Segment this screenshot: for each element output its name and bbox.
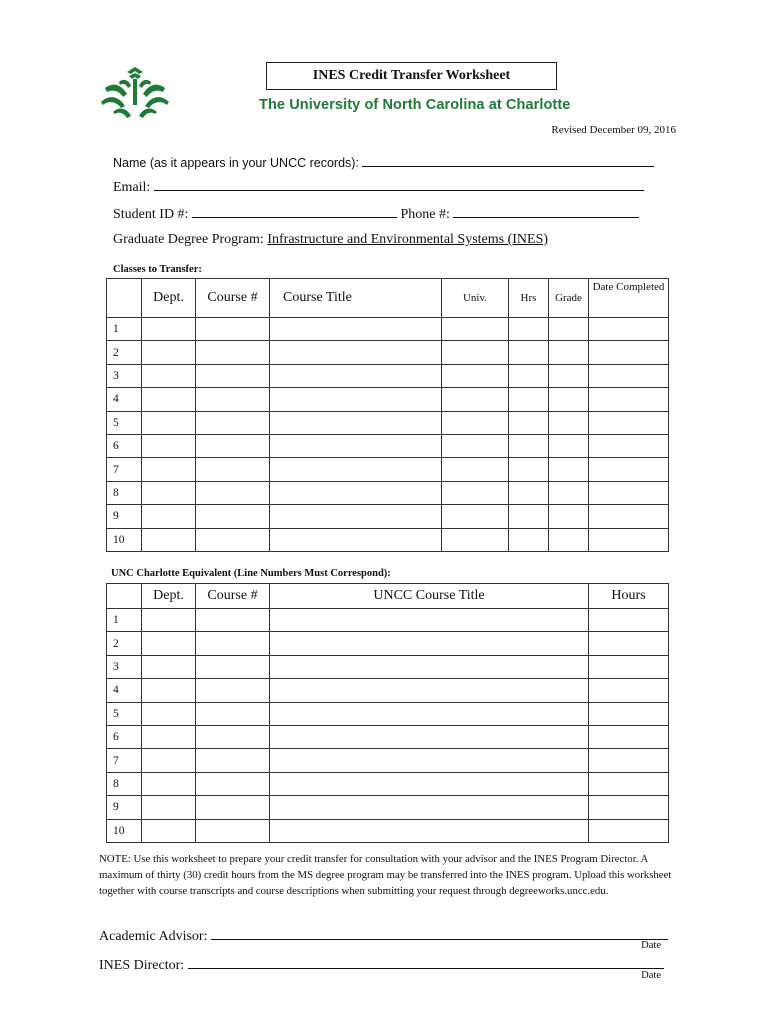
equivalent-header-row xyxy=(107,584,669,609)
transfer-row xyxy=(107,318,669,341)
transfer-cell[interactable] xyxy=(589,364,669,387)
transfer-header-hrs: Hrs xyxy=(509,279,549,318)
transfer-cell[interactable] xyxy=(549,528,589,551)
equivalent-cell[interactable] xyxy=(142,702,196,725)
transfer-cell[interactable] xyxy=(509,341,549,364)
transfer-cell[interactable] xyxy=(589,481,669,504)
transfer-cell[interactable] xyxy=(589,411,669,434)
name-label: Name (as it appears in your UNCC records): xyxy=(113,156,359,170)
advisor-label: Academic Advisor: xyxy=(99,929,208,944)
transfer-cell[interactable] xyxy=(142,458,196,481)
equivalent-cell[interactable] xyxy=(270,702,589,725)
transfer-cell[interactable] xyxy=(196,411,270,434)
equivalent-row-number: 9 xyxy=(107,796,142,819)
equivalent-cell[interactable] xyxy=(589,796,669,819)
equivalent-cell[interactable] xyxy=(142,796,196,819)
transfer-row-number: 10 xyxy=(107,528,142,551)
equivalent-row-number: 3 xyxy=(107,655,142,678)
transfer-section-label: Classes to Transfer: xyxy=(113,264,202,275)
transfer-header-univ: Univ. xyxy=(442,279,509,318)
email-line[interactable] xyxy=(154,176,644,191)
equivalent-cell[interactable] xyxy=(270,819,589,842)
transfer-cell[interactable] xyxy=(270,388,442,411)
transfer-cell[interactable] xyxy=(196,481,270,504)
equivalent-cell[interactable] xyxy=(142,749,196,772)
transfer-row xyxy=(107,434,669,457)
transfer-cell[interactable] xyxy=(549,364,589,387)
equivalent-cell[interactable] xyxy=(270,772,589,795)
transfer-cell[interactable] xyxy=(589,434,669,457)
equivalent-cell[interactable] xyxy=(589,632,669,655)
equivalent-row xyxy=(107,796,669,819)
transfer-cell[interactable] xyxy=(196,458,270,481)
transfer-cell[interactable] xyxy=(270,458,442,481)
equivalent-cell[interactable] xyxy=(270,725,589,748)
equivalent-header-course-num: Course # xyxy=(196,584,270,609)
note-text: NOTE: Use this worksheet to prepare your credit transfer for consultation with your advisor and the INES Program Director. A maximum of thirty (30) credit hours from the MS degree program may be transferred into the INES program. Upload this worksheet together with course transcripts and course descriptions when submitting your request through degreeworks.uncc.edu. xyxy=(99,853,672,897)
transfer-cell[interactable] xyxy=(270,364,442,387)
equivalent-cell[interactable] xyxy=(589,725,669,748)
transfer-cell[interactable] xyxy=(589,528,669,551)
transfer-cell[interactable] xyxy=(442,388,509,411)
equivalent-cell[interactable] xyxy=(196,609,270,632)
revised-date: Revised December 09, 2016 xyxy=(551,124,676,136)
transfer-cell[interactable] xyxy=(509,411,549,434)
equivalent-row-number: 10 xyxy=(107,819,142,842)
equivalent-cell[interactable] xyxy=(270,632,589,655)
transfer-cell[interactable] xyxy=(442,434,509,457)
program-field xyxy=(113,232,548,248)
university-name: The University of North Carolina at Charlotte xyxy=(259,97,571,113)
student-id-field[interactable] xyxy=(113,203,639,223)
director-date-label: Date xyxy=(641,970,661,981)
transfer-cell[interactable] xyxy=(442,341,509,364)
name-line[interactable] xyxy=(362,152,654,167)
equivalent-cell[interactable] xyxy=(270,655,589,678)
equivalent-cell[interactable] xyxy=(196,772,270,795)
email-label: Email: xyxy=(113,180,151,195)
transfer-cell[interactable] xyxy=(509,388,549,411)
equivalent-header-dept: Dept. xyxy=(142,584,196,609)
transfer-cell[interactable] xyxy=(442,458,509,481)
transfer-cell[interactable] xyxy=(549,318,589,341)
equivalent-cell[interactable] xyxy=(270,679,589,702)
transfer-cell[interactable] xyxy=(442,318,509,341)
equivalent-row xyxy=(107,655,669,678)
equivalent-cell[interactable] xyxy=(589,819,669,842)
equivalent-cell[interactable] xyxy=(270,796,589,819)
equivalent-cell[interactable] xyxy=(142,679,196,702)
transfer-table xyxy=(106,278,669,552)
transfer-cell[interactable] xyxy=(142,364,196,387)
equivalent-cell[interactable] xyxy=(270,749,589,772)
transfer-cell[interactable] xyxy=(442,528,509,551)
director-signature[interactable] xyxy=(99,954,664,974)
transfer-cell[interactable] xyxy=(589,341,669,364)
transfer-cell[interactable] xyxy=(549,481,589,504)
transfer-cell[interactable] xyxy=(270,318,442,341)
program-value: Infrastructure and Environmental Systems (INES) xyxy=(267,232,549,247)
equivalent-cell[interactable] xyxy=(589,702,669,725)
transfer-cell[interactable] xyxy=(442,505,509,528)
equivalent-header-course-title: UNCC Course Title xyxy=(270,584,589,609)
transfer-row xyxy=(107,341,669,364)
equivalent-row xyxy=(107,725,669,748)
transfer-cell[interactable] xyxy=(509,434,549,457)
transfer-cell[interactable] xyxy=(142,528,196,551)
equivalent-cell[interactable] xyxy=(142,632,196,655)
transfer-header-num xyxy=(107,279,142,318)
equivalent-cell[interactable] xyxy=(589,679,669,702)
equivalent-row xyxy=(107,819,669,842)
transfer-cell[interactable] xyxy=(142,411,196,434)
advisor-line[interactable] xyxy=(211,925,668,940)
director-line[interactable] xyxy=(188,954,664,969)
student-id-line[interactable] xyxy=(192,203,397,218)
transfer-row xyxy=(107,364,669,387)
equivalent-cell[interactable] xyxy=(142,609,196,632)
equivalent-cell[interactable] xyxy=(196,796,270,819)
equivalent-cell[interactable] xyxy=(196,749,270,772)
transfer-cell[interactable] xyxy=(549,458,589,481)
transfer-cell[interactable] xyxy=(509,505,549,528)
equivalent-header-num xyxy=(107,584,142,609)
transfer-cell[interactable] xyxy=(270,505,442,528)
equivalent-row xyxy=(107,772,669,795)
transfer-cell[interactable] xyxy=(270,341,442,364)
equivalent-row xyxy=(107,632,669,655)
transfer-cell[interactable] xyxy=(196,341,270,364)
equivalent-cell[interactable] xyxy=(142,655,196,678)
name-field[interactable] xyxy=(113,152,654,170)
equivalent-cell[interactable] xyxy=(142,725,196,748)
equivalent-cell[interactable] xyxy=(196,702,270,725)
transfer-cell[interactable] xyxy=(270,411,442,434)
phone-line[interactable] xyxy=(453,203,639,218)
transfer-cell[interactable] xyxy=(442,481,509,504)
transfer-cell[interactable] xyxy=(509,364,549,387)
transfer-cell[interactable] xyxy=(549,411,589,434)
transfer-cell[interactable] xyxy=(270,528,442,551)
transfer-cell[interactable] xyxy=(270,434,442,457)
transfer-cell[interactable] xyxy=(509,458,549,481)
worksheet-title: INES Credit Transfer Worksheet xyxy=(266,62,557,90)
transfer-header-grade: Grade xyxy=(549,279,589,318)
transfer-cell[interactable] xyxy=(549,341,589,364)
phone-label: Phone #: xyxy=(400,207,450,222)
equivalent-row xyxy=(107,679,669,702)
transfer-row-number: 7 xyxy=(107,458,142,481)
equivalent-section-label: UNC Charlotte Equivalent (Line Numbers Must Correspond): xyxy=(111,568,391,579)
transfer-cell[interactable] xyxy=(549,505,589,528)
transfer-cell[interactable] xyxy=(509,318,549,341)
transfer-cell[interactable] xyxy=(142,388,196,411)
equivalent-row xyxy=(107,609,669,632)
equivalent-row xyxy=(107,749,669,772)
transfer-row-number: 3 xyxy=(107,364,142,387)
transfer-row xyxy=(107,411,669,434)
transfer-row-number: 5 xyxy=(107,411,142,434)
director-label: INES Director: xyxy=(99,958,185,973)
transfer-cell[interactable] xyxy=(142,505,196,528)
transfer-cell[interactable] xyxy=(196,364,270,387)
advisor-signature[interactable] xyxy=(99,925,668,945)
transfer-row-number: 2 xyxy=(107,341,142,364)
transfer-header-date: Date Completed xyxy=(589,279,669,318)
advisor-date-label: Date xyxy=(641,940,661,951)
equivalent-row-number: 6 xyxy=(107,725,142,748)
transfer-cell[interactable] xyxy=(196,505,270,528)
equivalent-header-hours: Hours xyxy=(589,584,669,609)
transfer-row xyxy=(107,481,669,504)
transfer-row xyxy=(107,388,669,411)
equivalent-row-number: 1 xyxy=(107,609,142,632)
transfer-cell[interactable] xyxy=(442,411,509,434)
equivalent-row-number: 2 xyxy=(107,632,142,655)
transfer-row xyxy=(107,505,669,528)
equivalent-cell[interactable] xyxy=(142,819,196,842)
transfer-cell[interactable] xyxy=(196,528,270,551)
student-id-label: Student ID #: xyxy=(113,207,189,222)
equivalent-cell[interactable] xyxy=(196,819,270,842)
transfer-cell[interactable] xyxy=(589,318,669,341)
transfer-cell[interactable] xyxy=(196,388,270,411)
transfer-row xyxy=(107,528,669,551)
transfer-header-course-title: Course Title xyxy=(270,279,442,318)
equivalent-cell[interactable] xyxy=(589,655,669,678)
equivalent-cell[interactable] xyxy=(196,655,270,678)
equivalent-row xyxy=(107,702,669,725)
equivalent-row-number: 5 xyxy=(107,702,142,725)
transfer-cell[interactable] xyxy=(509,528,549,551)
transfer-row xyxy=(107,458,669,481)
transfer-cell[interactable] xyxy=(589,505,669,528)
transfer-row-number: 9 xyxy=(107,505,142,528)
transfer-cell[interactable] xyxy=(549,388,589,411)
transfer-row-number: 1 xyxy=(107,318,142,341)
transfer-header-row xyxy=(107,279,669,318)
transfer-cell[interactable] xyxy=(196,318,270,341)
transfer-cell[interactable] xyxy=(142,318,196,341)
transfer-row-number: 8 xyxy=(107,481,142,504)
equivalent-cell[interactable] xyxy=(270,609,589,632)
transfer-header-dept: Dept. xyxy=(142,279,196,318)
equivalent-row-number: 4 xyxy=(107,679,142,702)
transfer-cell[interactable] xyxy=(142,481,196,504)
transfer-row-number: 4 xyxy=(107,388,142,411)
transfer-cell[interactable] xyxy=(142,434,196,457)
equivalent-cell[interactable] xyxy=(196,679,270,702)
equivalent-row-number: 8 xyxy=(107,772,142,795)
transfer-cell[interactable] xyxy=(589,388,669,411)
uncc-logo xyxy=(97,66,173,122)
program-label: Graduate Degree Program: xyxy=(113,232,264,247)
transfer-cell[interactable] xyxy=(142,341,196,364)
transfer-cell[interactable] xyxy=(509,481,549,504)
transfer-row-number: 6 xyxy=(107,434,142,457)
transfer-cell[interactable] xyxy=(196,434,270,457)
equivalent-cell[interactable] xyxy=(142,772,196,795)
equivalent-cell[interactable] xyxy=(589,749,669,772)
transfer-cell[interactable] xyxy=(549,434,589,457)
equivalent-cell[interactable] xyxy=(589,609,669,632)
transfer-cell[interactable] xyxy=(589,458,669,481)
transfer-cell[interactable] xyxy=(270,481,442,504)
equivalent-cell[interactable] xyxy=(196,725,270,748)
equivalent-cell[interactable] xyxy=(589,772,669,795)
equivalent-table xyxy=(106,583,669,843)
email-field[interactable] xyxy=(113,176,644,196)
transfer-cell[interactable] xyxy=(442,364,509,387)
transfer-header-course-num: Course # xyxy=(196,279,270,318)
equivalent-row-number: 7 xyxy=(107,749,142,772)
equivalent-cell[interactable] xyxy=(196,632,270,655)
